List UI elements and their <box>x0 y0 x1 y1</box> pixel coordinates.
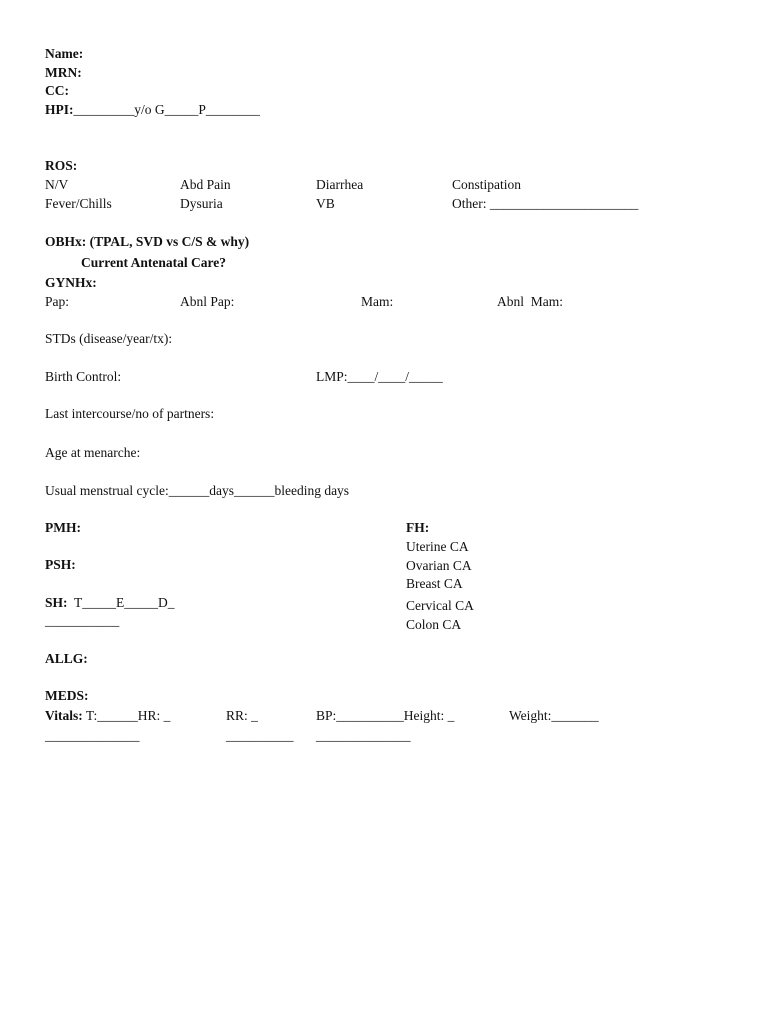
fh-item-uterine: Uterine CA <box>406 539 469 554</box>
sh-blanks: T_____E_____D_ <box>74 595 175 610</box>
lmp-label: LMP:____/____/_____ <box>316 369 443 384</box>
birth-control-label: Birth Control: <box>45 369 122 384</box>
gyn-item-abnl-mam: Abnl Mam: <box>497 294 563 309</box>
menarche-label: Age at menarche: <box>45 445 141 460</box>
stds-label: STDs (disease/year/tx): <box>45 331 173 346</box>
vitals-t-hr-blanks: T:______HR: _ <box>85 708 171 723</box>
ros-item-other: Other: ______________________ <box>452 196 639 211</box>
name-label: Name: <box>45 46 84 61</box>
fh-item-ovarian: Ovarian CA <box>406 558 472 573</box>
menstrual-cycle-label: Usual menstrual cycle:______days______bleeding days <box>45 483 350 498</box>
psh-label: PSH: <box>45 557 76 572</box>
ros-item-vb: VB <box>316 196 335 211</box>
ros-item-constipation: Constipation <box>452 177 522 192</box>
sh-label: SH: <box>45 595 68 610</box>
fh-heading: FH: <box>406 520 430 535</box>
vitals-line-2c: ______________ <box>316 728 411 743</box>
gyn-item-abnl-pap: Abnl Pap: <box>180 294 235 309</box>
vitals-weight: Weight:_______ <box>509 708 599 723</box>
vitals-rr: RR: _ <box>226 708 258 723</box>
gynhx-heading: GYNHx: <box>45 275 97 290</box>
cc-label: CC: <box>45 83 69 98</box>
ros-item-fever-chills: Fever/Chills <box>45 196 112 211</box>
fh-item-cervical: Cervical CA <box>406 598 474 613</box>
mrn-label: MRN: <box>45 65 82 80</box>
fh-item-breast: Breast CA <box>406 576 463 591</box>
vitals-line-2a: ______________ <box>45 728 140 743</box>
hpi-label: HPI: <box>45 102 74 117</box>
fh-item-colon: Colon CA <box>406 617 462 632</box>
allg-label: ALLG: <box>45 651 88 666</box>
ros-item-diarrhea: Diarrhea <box>316 177 364 192</box>
vitals-temp-hr <box>45 707 170 725</box>
vitals-label: Vitals: <box>45 708 83 723</box>
vitals-bp-height: BP:__________Height: _ <box>316 708 455 723</box>
last-intercourse-label: Last intercourse/no of partners: <box>45 406 215 421</box>
obhx-heading: OBHx: (TPAL, SVD vs C/S & why) <box>45 234 250 249</box>
ros-heading: ROS: <box>45 158 78 173</box>
ros-item-nv: N/V <box>45 177 69 192</box>
gyn-item-mam: Mam: <box>361 294 394 309</box>
sh-line-2: ___________ <box>45 613 120 628</box>
sh-line <box>45 594 175 612</box>
ros-item-dysuria: Dysuria <box>180 196 223 211</box>
gyn-item-pap: Pap: <box>45 294 70 309</box>
antenatal-care-label: Current Antenatal Care? <box>81 255 226 270</box>
hpi-line <box>45 101 260 119</box>
meds-label: MEDS: <box>45 688 89 703</box>
ros-item-abd-pain: Abd Pain <box>180 177 231 192</box>
vitals-line-2b: __________ <box>226 728 294 743</box>
hpi-blanks: _________y/o G_____P________ <box>73 102 260 117</box>
pmh-label: PMH: <box>45 520 81 535</box>
